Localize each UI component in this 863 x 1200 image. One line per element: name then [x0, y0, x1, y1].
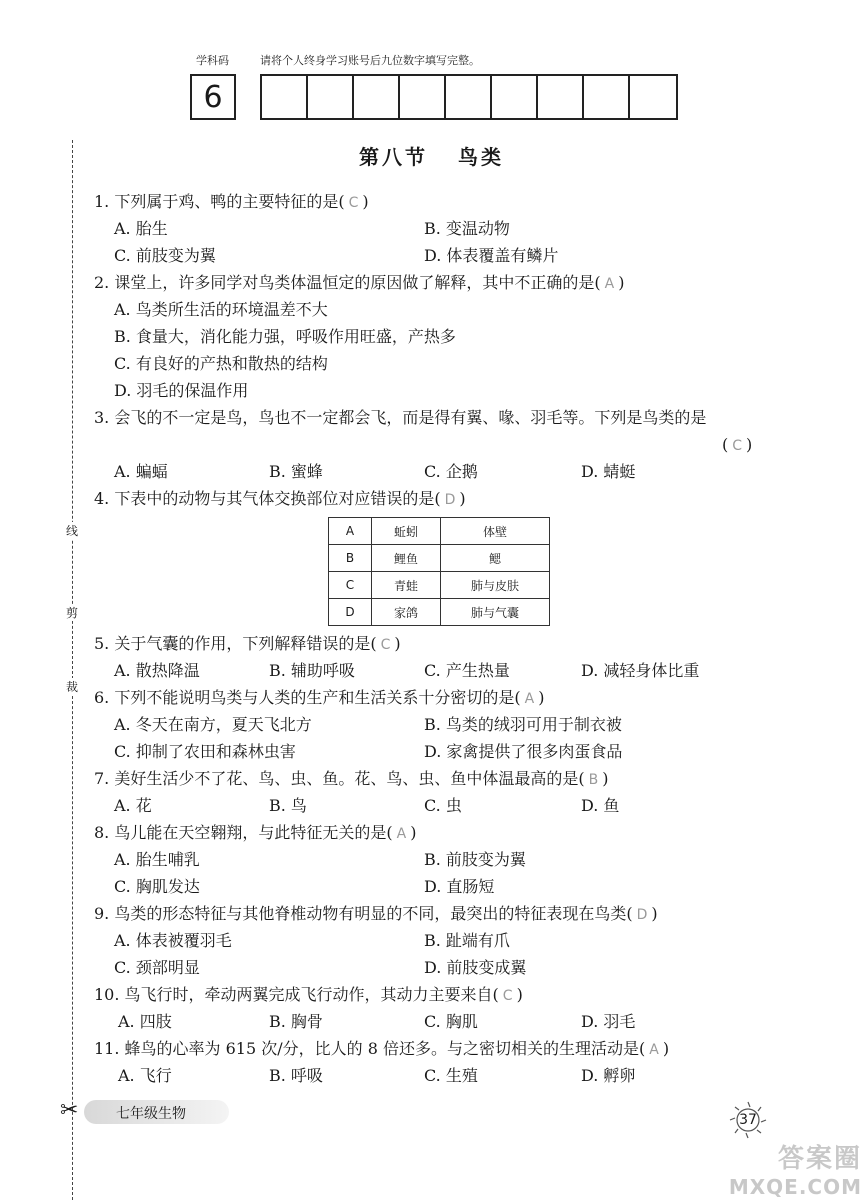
- option: A. 鸟类所生活的环境温差不大: [114, 300, 328, 319]
- question-stem: 9. 鸟类的形态特征与其他脊椎动物有明显的不同，最突出的特征表现在鸟类(: [94, 904, 633, 923]
- option: B. 胸骨: [269, 1012, 323, 1031]
- digit-box[interactable]: [584, 76, 630, 118]
- account-number-boxes[interactable]: [260, 74, 678, 120]
- option: C. 胸肌发达: [114, 877, 200, 896]
- digit-box[interactable]: [538, 76, 584, 118]
- option: C. 前肢变为翼: [114, 246, 216, 265]
- question-stem: 7. 美好生活少不了花、鸟、虫、鱼。花、鸟、虫、鱼中体温最高的是(: [94, 769, 585, 788]
- option: C. 抑制了农田和森林虫害: [114, 742, 296, 761]
- bracket: ): [602, 769, 609, 788]
- section-topic: 鸟类: [458, 145, 504, 169]
- digit-box[interactable]: [354, 76, 400, 118]
- table-cell: D: [329, 599, 372, 626]
- option: D. 羽毛的保温作用: [114, 381, 249, 400]
- question-10: [94, 985, 523, 1006]
- option: D. 鱼: [581, 796, 620, 815]
- cut-mark-cut: 剪: [62, 604, 82, 621]
- bracket: ): [746, 435, 753, 454]
- table-row: [329, 599, 550, 626]
- option: B. 变温动物: [424, 219, 510, 238]
- digit-box[interactable]: [308, 76, 354, 118]
- option: B. 食量大，消化能力强，呼吸作用旺盛，产热多: [114, 327, 456, 346]
- bracket: ): [651, 904, 658, 923]
- bracket: ): [410, 823, 417, 842]
- bracket: ): [618, 273, 625, 292]
- option: D. 体表覆盖有鳞片: [424, 246, 559, 265]
- option: C. 胸肌: [424, 1012, 478, 1031]
- table-cell: 肺与皮肤: [441, 572, 550, 599]
- digit-box[interactable]: [492, 76, 538, 118]
- digit-box[interactable]: [262, 76, 308, 118]
- option: D. 羽毛: [581, 1012, 636, 1031]
- bracket: ): [362, 192, 369, 211]
- bracket: ): [459, 489, 466, 508]
- question-6: [94, 688, 544, 709]
- option: B. 鸟类的绒羽可用于制衣被: [424, 715, 622, 734]
- question-stem: 11. 蜂鸟的心率为 615 次/分，比人的 8 倍还多。与之密切相关的生理活动是(: [94, 1039, 646, 1058]
- option: D. 蜻蜓: [581, 462, 636, 481]
- table-row: [329, 545, 550, 572]
- answer: C: [348, 195, 359, 211]
- question-8: [94, 823, 416, 844]
- option: C. 生殖: [424, 1066, 478, 1085]
- answer: A: [649, 1042, 659, 1058]
- option: D. 家禽提供了很多肉蛋食品: [424, 742, 623, 761]
- option: D. 孵卵: [581, 1066, 636, 1085]
- question-stem: 6. 下列不能说明鸟类与人类的生产和生活关系十分密切的是(: [94, 688, 521, 707]
- table-cell: 体壁: [441, 518, 550, 545]
- question-stem: 3. 会飞的不一定是鸟，鸟也不一定都会飞，而是得有翼、喙、羽毛等。下列是鸟类的是: [94, 408, 707, 427]
- option: D. 直肠短: [424, 877, 495, 896]
- answer: A: [396, 826, 407, 842]
- table-cell: B: [329, 545, 372, 572]
- option: A. 花: [114, 796, 152, 815]
- option: A. 散热降温: [114, 661, 200, 680]
- option: B. 鸟: [269, 796, 307, 815]
- option: B. 辅助呼吸: [269, 661, 355, 680]
- subject-code-value: 6: [203, 79, 223, 115]
- bracket: ): [538, 688, 545, 707]
- gas-exchange-table: [328, 517, 550, 626]
- table-cell: 家鸽: [372, 599, 441, 626]
- option: D. 前肢变成翼: [424, 958, 527, 977]
- page-number-badge: [728, 1100, 768, 1140]
- subject-code-label: 学科码: [196, 54, 229, 67]
- digit-box[interactable]: [400, 76, 446, 118]
- question-stem: 4. 下表中的动物与其气体交换部位对应错误的是(: [94, 489, 441, 508]
- section-number: 第八节: [359, 145, 428, 169]
- table-cell: 青蛙: [372, 572, 441, 599]
- answer: B: [588, 772, 599, 788]
- bracket: ): [516, 985, 523, 1004]
- digit-box[interactable]: [446, 76, 492, 118]
- question-stem: 2. 课堂上，许多同学对鸟类体温恒定的原因做了解释，其中不正确的是(: [94, 273, 601, 292]
- option: A. 飞行: [118, 1066, 172, 1085]
- bracket: ): [662, 1039, 670, 1058]
- watermark-line-2: MXQE.COM: [728, 1175, 862, 1199]
- page-number: 37: [739, 1112, 757, 1128]
- option: C. 颈部明显: [114, 958, 200, 977]
- digit-box[interactable]: [630, 76, 676, 118]
- watermark-logo: [722, 1138, 862, 1199]
- question-3-answer: [722, 435, 752, 456]
- question-stem: 1. 下列属于鸡、鸭的主要特征的是(: [94, 192, 345, 211]
- cut-line: [72, 140, 73, 1200]
- question-3: [94, 408, 706, 428]
- table-cell: A: [329, 518, 372, 545]
- question-7: [94, 769, 608, 790]
- question-stem: 5. 关于气囊的作用，下列解释错误的是(: [94, 634, 377, 653]
- question-9: [94, 904, 658, 925]
- question-4: [94, 489, 466, 510]
- option: A. 蝙蝠: [114, 462, 168, 481]
- option: C. 虫: [424, 796, 462, 815]
- answer: D: [444, 492, 456, 508]
- answer: C: [380, 637, 391, 653]
- option: B. 蜜蜂: [269, 462, 323, 481]
- table-row: [329, 518, 550, 545]
- question-stem: 10. 鸟飞行时，牵动两翼完成飞行动作，其动力主要来自(: [94, 985, 499, 1004]
- question-2: [94, 273, 624, 294]
- table-cell: 肺与气囊: [441, 599, 550, 626]
- answer: C: [732, 438, 743, 454]
- account-instruction: 请将个人终身学习账号后九位数字填写完整。: [260, 54, 480, 67]
- scissors-icon: ✂: [60, 1098, 79, 1123]
- watermark-line-1: 答案圈: [777, 1144, 862, 1174]
- question-5: [94, 634, 401, 655]
- option: A. 四肢: [118, 1012, 172, 1031]
- option: B. 趾端有爪: [424, 931, 510, 950]
- table-row: [329, 572, 550, 599]
- section-title: [0, 141, 863, 170]
- bracket: ): [394, 634, 401, 653]
- question-11: [94, 1039, 669, 1060]
- table-cell: 鳃: [441, 545, 550, 572]
- option: A. 胎生: [114, 219, 168, 238]
- answer: C: [502, 988, 513, 1004]
- table-cell: 鲤鱼: [372, 545, 441, 572]
- option: B. 前肢变为翼: [424, 850, 526, 869]
- answer: A: [524, 691, 535, 707]
- cut-mark-line: 线: [62, 522, 82, 539]
- table-cell: 蚯蚓: [372, 518, 441, 545]
- option: C. 产生热量: [424, 661, 510, 680]
- book-title: 七年级生物: [116, 1106, 186, 1122]
- option: A. 胎生哺乳: [114, 850, 200, 869]
- question-stem: 8. 鸟儿能在天空翱翔，与此特征无关的是(: [94, 823, 393, 842]
- cut-mark-trim: 裁: [62, 678, 82, 695]
- answer: D: [636, 907, 648, 923]
- option: A. 冬天在南方，夏天飞北方: [114, 715, 312, 734]
- question-1: [94, 192, 369, 213]
- option: C. 有良好的产热和散热的结构: [114, 354, 328, 373]
- answer: A: [604, 276, 615, 292]
- option: B. 呼吸: [269, 1066, 323, 1085]
- option: A. 体表被覆羽毛: [114, 931, 232, 950]
- bracket-open: (: [722, 435, 729, 454]
- option: C. 企鹅: [424, 462, 478, 481]
- subject-code-box: [190, 74, 236, 120]
- table-cell: C: [329, 572, 372, 599]
- option: D. 减轻身体比重: [581, 661, 700, 680]
